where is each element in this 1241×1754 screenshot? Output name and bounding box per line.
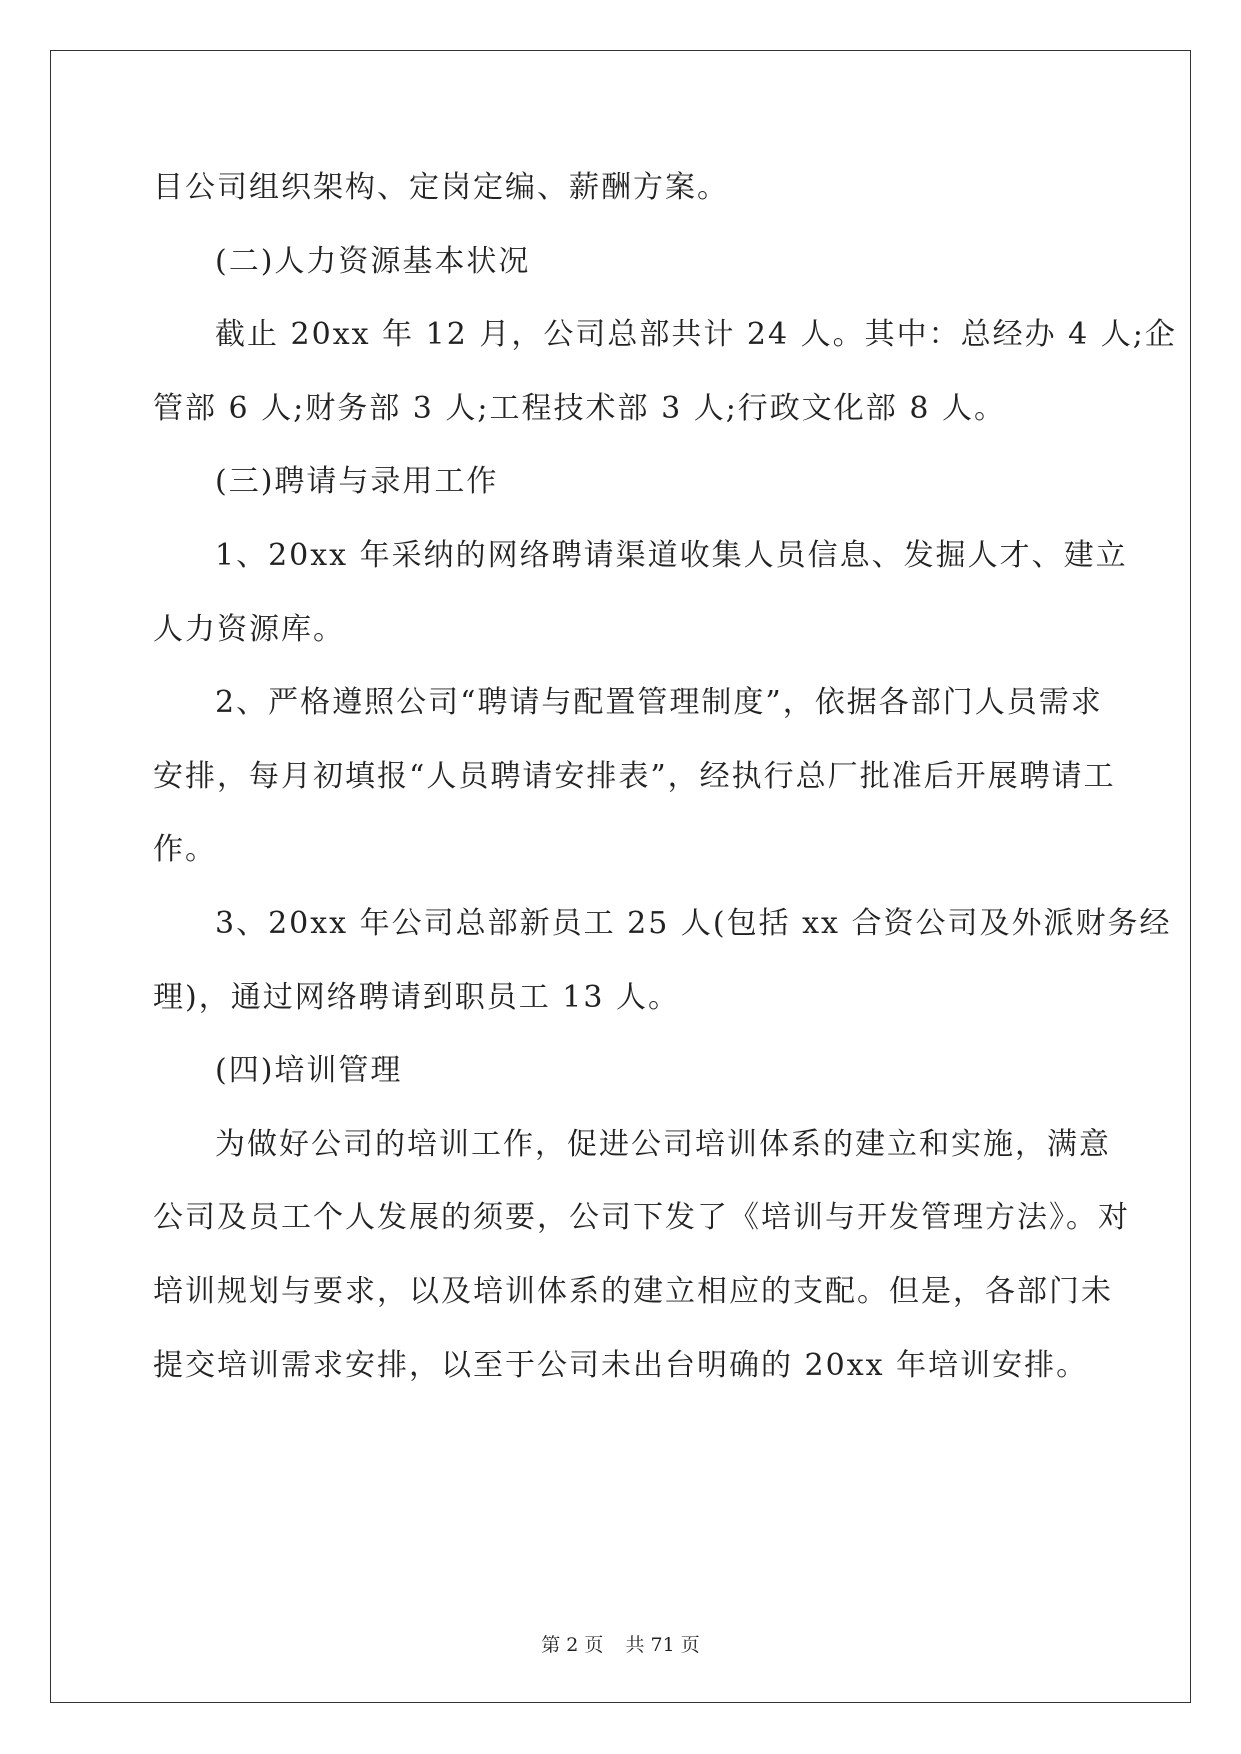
text-line: 培训规划与要求，以及培训体系的建立相应的支配。但是，各部门未: [153, 1274, 1113, 1309]
text-line: 人力资源库。: [153, 612, 345, 647]
text-line: 公司及员工个人发展的须要，公司下发了《培训与开发管理方法》。对: [153, 1200, 1130, 1235]
text-line: 2、严格遵照公司“聘请与配置管理制度”，依据各部门人员需求: [215, 685, 1103, 720]
text-line: 提交培训需求安排，以至于公司未出台明确的 20xx 年培训安排。: [153, 1348, 1089, 1383]
text-line: 截止 20xx 年 12 月，公司总部共计 24 人。其中：总经办 4 人;企: [215, 317, 1177, 352]
text-line: 理)，通过网络聘请到职员工 13 人。: [153, 980, 680, 1015]
page-number: 第 2 页: [541, 1634, 604, 1656]
page-total: 共 71 页: [625, 1634, 700, 1656]
text-line: 作。: [153, 832, 217, 867]
page-footer: [0, 1633, 1241, 1657]
text-line: 安排，每月初填报“人员聘请安排表”，经执行总厂批准后开展聘请工: [153, 759, 1116, 794]
text-line: 1、20xx 年采纳的网络聘请渠道收集人员信息、发掘人才、建立: [215, 538, 1128, 573]
text-line: (二)人力资源基本状况: [215, 244, 531, 279]
text-line: 目公司组织架构、定岗定编、薪酬方案。: [153, 170, 729, 205]
text-line: (四)培训管理: [215, 1053, 403, 1088]
text-line: 为做好公司的培训工作，促进公司培训体系的建立和实施，满意: [215, 1127, 1111, 1162]
text-line: 管部 6 人;财务部 3 人;工程技术部 3 人;行政文化部 8 人。: [153, 391, 1006, 426]
text-line: (三)聘请与录用工作: [215, 464, 499, 499]
page-border: [50, 50, 1191, 1703]
text-line: 3、20xx 年公司总部新员工 25 人(包括 xx 合资公司及外派财务经: [215, 906, 1172, 941]
